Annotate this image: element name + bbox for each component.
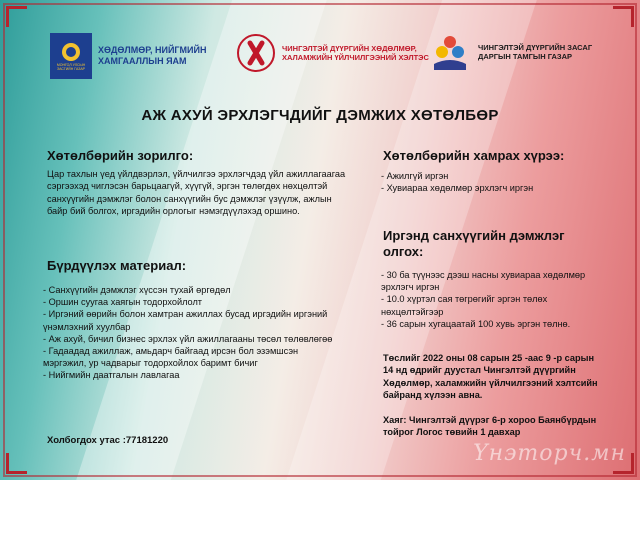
ministry-logo xyxy=(50,33,238,79)
list-item: - 30 ба түүнээс дээш насны хувиараа хөдөлмөр эрхлэгч иргэн xyxy=(381,270,586,293)
district-emblem-icon xyxy=(428,30,472,74)
support-list xyxy=(381,269,596,330)
list-item: - Хувиараа хөдөлмөр эрхлэгч иргэн xyxy=(381,183,534,194)
goal-text: Цар тахлын үед үйлдвэрлэл, үйлчилгээ эрхлэгчдэд үйл ажиллагаагаа сэргээхэд чиглэсэн барьцаагүй, хүүгүй, эргэн төлөгдөх нөхцөлтэй санхүүгийн дэмжлэг болон санхүүгийн бус дэмжлэг үзүүлж, ажлын байр бий болгох, иргэдийн орлогыг нэмэгдүүлэхэд оршино. xyxy=(47,169,346,217)
materials-list xyxy=(43,284,343,382)
list-item: - Оршин суугаа хаягын тодорхойлолт xyxy=(43,297,203,308)
frame-corner xyxy=(613,6,634,27)
governor-name: ЧИНГЭЛТЭЙ ДҮҮРГИЙН ЗАСАГ ДАРГЫН ТАМГЫН ГАЗАР xyxy=(478,43,593,61)
goal-heading: Хөтөлбөрийн зорилго: xyxy=(47,148,194,163)
watermark: Үнэторч.мн xyxy=(473,441,626,466)
frame-corner xyxy=(6,453,27,474)
governor-logo xyxy=(428,30,598,74)
list-item: - Ажилгүй иргэн xyxy=(381,171,449,181)
list-item: - 10.0 хүртэл сая төгрөгийг эргэн төлөх нөхцөлтэйгээр xyxy=(381,294,548,317)
emblem-caption: МОНГОЛ УЛСЫН ЗАСГИЙН ГАЗАР xyxy=(56,63,86,71)
support-heading: Иргэнд санхүүгийн дэмжлэг олгох: xyxy=(383,228,565,259)
frame-corner xyxy=(6,6,27,27)
scope-list xyxy=(381,170,601,194)
list-item: - 36 сарын хугацаатай 100 хувь эргэн төлнө. xyxy=(381,318,571,329)
submission-notice: Төслийг 2022 оны 08 сарын 25 -аас 9 -р сарын 14 нд өдрийг дуустал Чингэлтэй дүүргийн Хөдөлмөр, халамжийн үйлчилгээний хэлтсийн байранд хүлээн авна. xyxy=(383,353,598,401)
ministry-name: ХӨДӨЛМӨР, НИЙГМИЙН ХАМГААЛЛЫН ЯАМ xyxy=(98,45,207,66)
list-item: - Аж ахуй, бичил бизнес эрхлэх үйл ажиллагааны төсөл төлөвлөгөө xyxy=(43,333,333,344)
department-logo xyxy=(236,33,432,73)
scope-heading: Хөтөлбөрийн хамрах хүрээ: xyxy=(383,148,565,163)
contact-phone: Холбогдох утас :77181220 xyxy=(47,435,169,446)
address: Хаяг: Чингэлтэй дүүрэг 6-р хороо Баянбүрдын тойрог Логос төвийн 1 давхар xyxy=(383,415,597,438)
ribbon-icon xyxy=(236,33,276,73)
list-item: - Санхүүгийн дэмжлэг хүссэн тухай өргөдөл xyxy=(43,285,231,295)
page-title: АЖ АХУЙ ЭРХЛЭГЧДИЙГ ДЭМЖИХ ХӨТӨЛБӨР xyxy=(141,107,499,124)
list-item: - Гадаадад ажиллаж, амьдарч байгаад ирсэн бол эзэмшсэн мэргэжил, ур чадварыг тодорхойлох баримт бичиг xyxy=(43,346,299,369)
state-emblem-icon xyxy=(50,33,92,79)
materials-heading: Бүрдүүлэх материал: xyxy=(47,258,187,273)
department-name: ЧИНГЭЛТЭЙ ДҮҮРГИЙН ХӨДӨЛМӨР, ХАЛАМЖИЙН ҮЙЛЧИЛГЭЭНИЙ ХЭЛТЭС xyxy=(282,44,429,62)
list-item: - Нийгмийн даатгалын лавлагаа xyxy=(43,370,180,381)
list-item: - Иргэний өөрийн болон хамтран ажиллах бусад иргэдийн иргэний үнэмлэхний хуулбар xyxy=(43,309,328,332)
